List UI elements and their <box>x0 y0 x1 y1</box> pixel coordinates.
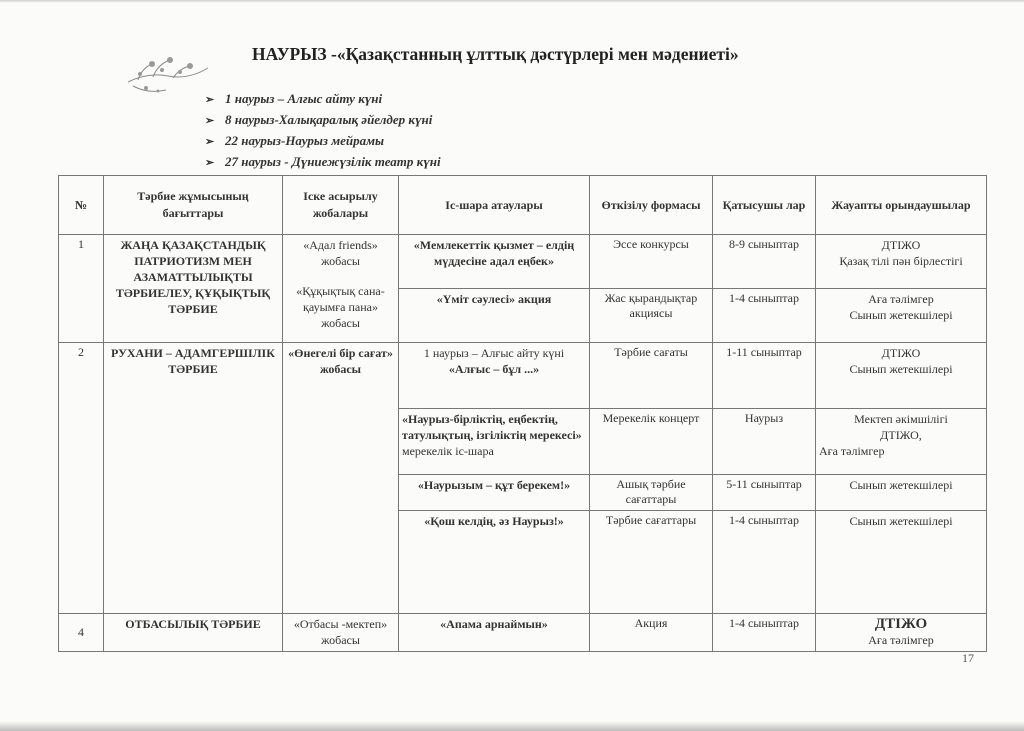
arrow-bullet-icon: ➢ <box>205 157 215 169</box>
col-header-form: Өткізілу формасы <box>590 176 713 235</box>
event-name: «Үміт сәулесі» акция <box>399 289 590 343</box>
arrow-bullet-icon: ➢ <box>205 115 215 127</box>
event-participants: 8-9 сыныптар <box>713 235 816 289</box>
holiday-list <box>205 88 441 172</box>
row-number: 2 <box>59 343 104 614</box>
project-name: «Адал friends» жобасы <box>303 238 378 268</box>
flower-ornament-icon <box>118 42 213 102</box>
project-name: «Құқықтық сана-қауымға пана» жобасы <box>296 284 385 330</box>
event-responsible: ДТІЖО Қазақ тілі пән бірлестігі <box>816 235 987 289</box>
col-header-responsible: Жауапты орындаушылар <box>816 176 987 235</box>
event-form: Акция <box>590 614 713 652</box>
arrow-bullet-icon: ➢ <box>205 136 215 148</box>
event-form: Жас қырандықтар акциясы <box>590 289 713 343</box>
table-header-row <box>59 176 987 235</box>
holiday-item: ➢ 22 наурыз-Наурыз мейрамы <box>205 130 441 151</box>
project-cell <box>283 343 399 614</box>
arrow-bullet-icon: ➢ <box>205 94 215 106</box>
page-number: 17 <box>962 651 974 665</box>
col-header-direction: Тәрбие жұмысының бағыттары <box>104 176 283 235</box>
event-participants: 1-11 сыныптар <box>713 343 816 409</box>
event-name: «Наурызым – құт берекем!» <box>399 475 590 511</box>
scan-top-edge <box>0 0 1024 3</box>
row-number: 1 <box>59 235 104 343</box>
event-name: «Апама арнаймын» <box>399 614 590 652</box>
holiday-item: ➢ 27 наурыз - Дүниежүзілік театр күні <box>205 151 441 172</box>
direction-cell: ОТБАСЫЛЫҚ ТӘРБИЕ <box>104 614 283 652</box>
holiday-item: ➢ 1 наурыз – Алғыс айту күні <box>205 88 441 109</box>
project-name: «Өнегелі бір сағат» жобасы <box>288 346 393 376</box>
event-participants: 1-4 сыныптар <box>713 289 816 343</box>
direction-cell: ЖАҢА ҚАЗАҚСТАНДЫҚ ПАТРИОТИЗМ МЕН АЗАМАТТЫЛЫҚТЫ ТӘРБИЕЛЕУ, ҚҰҚЫҚТЫҚ ТӘРБИЕ <box>104 235 283 343</box>
col-header-project: Іске асырылу жобалары <box>283 176 399 235</box>
project-name: «Отбасы -мектеп» жобасы <box>293 617 388 647</box>
col-header-participants: Қатысушы лар <box>713 176 816 235</box>
project-cell <box>283 614 399 652</box>
event-form: Эссе конкурсы <box>590 235 713 289</box>
event-name: «Наурыз-бірліктің, еңбектің, татулықтың, ізгіліктің мерекесі» мерекелік іс-шара <box>399 409 590 475</box>
col-header-event: Іс-шара атаулары <box>399 176 590 235</box>
event-responsible: ДТІЖО Сынып жетекшілері <box>816 343 987 409</box>
col-header-num: № <box>59 176 104 235</box>
event-form: Ашық тәрбие сағаттары <box>590 475 713 511</box>
event-participants: Наурыз <box>713 409 816 475</box>
row-number: 4 <box>59 614 104 652</box>
table-row <box>59 235 987 289</box>
event-name: «Мемлекеттік қызмет – елдің мүддесіне адал еңбек» <box>399 235 590 289</box>
table-row <box>59 614 987 652</box>
event-form: Тәрбие сағаты <box>590 343 713 409</box>
event-participants: 5-11 сыныптар <box>713 475 816 511</box>
page-title: НАУРЫЗ -«Қазақстанның ұлттық дәстүрлері мен мәдениеті» <box>252 44 739 64</box>
scan-bottom-edge <box>0 721 1024 731</box>
events-table <box>58 175 987 652</box>
project-cell <box>283 235 399 343</box>
event-responsible: Мектеп әкімшілігі ДТІЖО, Аға тәлімгер <box>816 409 987 475</box>
event-participants: 1-4 сыныптар <box>713 511 816 614</box>
event-responsible: Аға тәлімгер Сынып жетекшілері <box>816 289 987 343</box>
event-participants: 1-4 сыныптар <box>713 614 816 652</box>
direction-cell: РУХАНИ – АДАМГЕРШІЛІК ТӘРБИЕ <box>104 343 283 614</box>
event-responsible: Сынып жетекшілері <box>816 475 987 511</box>
event-responsible: Сынып жетекшілері <box>816 511 987 614</box>
event-name: «Қош келдің, әз Наурыз!» <box>399 511 590 614</box>
table-row <box>59 343 987 409</box>
event-responsible: ДТІЖО Аға тәлімгер <box>816 614 987 652</box>
event-name: 1 наурыз – Алғыс айту күні «Алғыс – бұл ...» <box>399 343 590 409</box>
event-form: Мерекелік концерт <box>590 409 713 475</box>
event-form: Тәрбие сағаттары <box>590 511 713 614</box>
holiday-item: ➢ 8 наурыз-Халықаралық әйелдер күні <box>205 109 441 130</box>
